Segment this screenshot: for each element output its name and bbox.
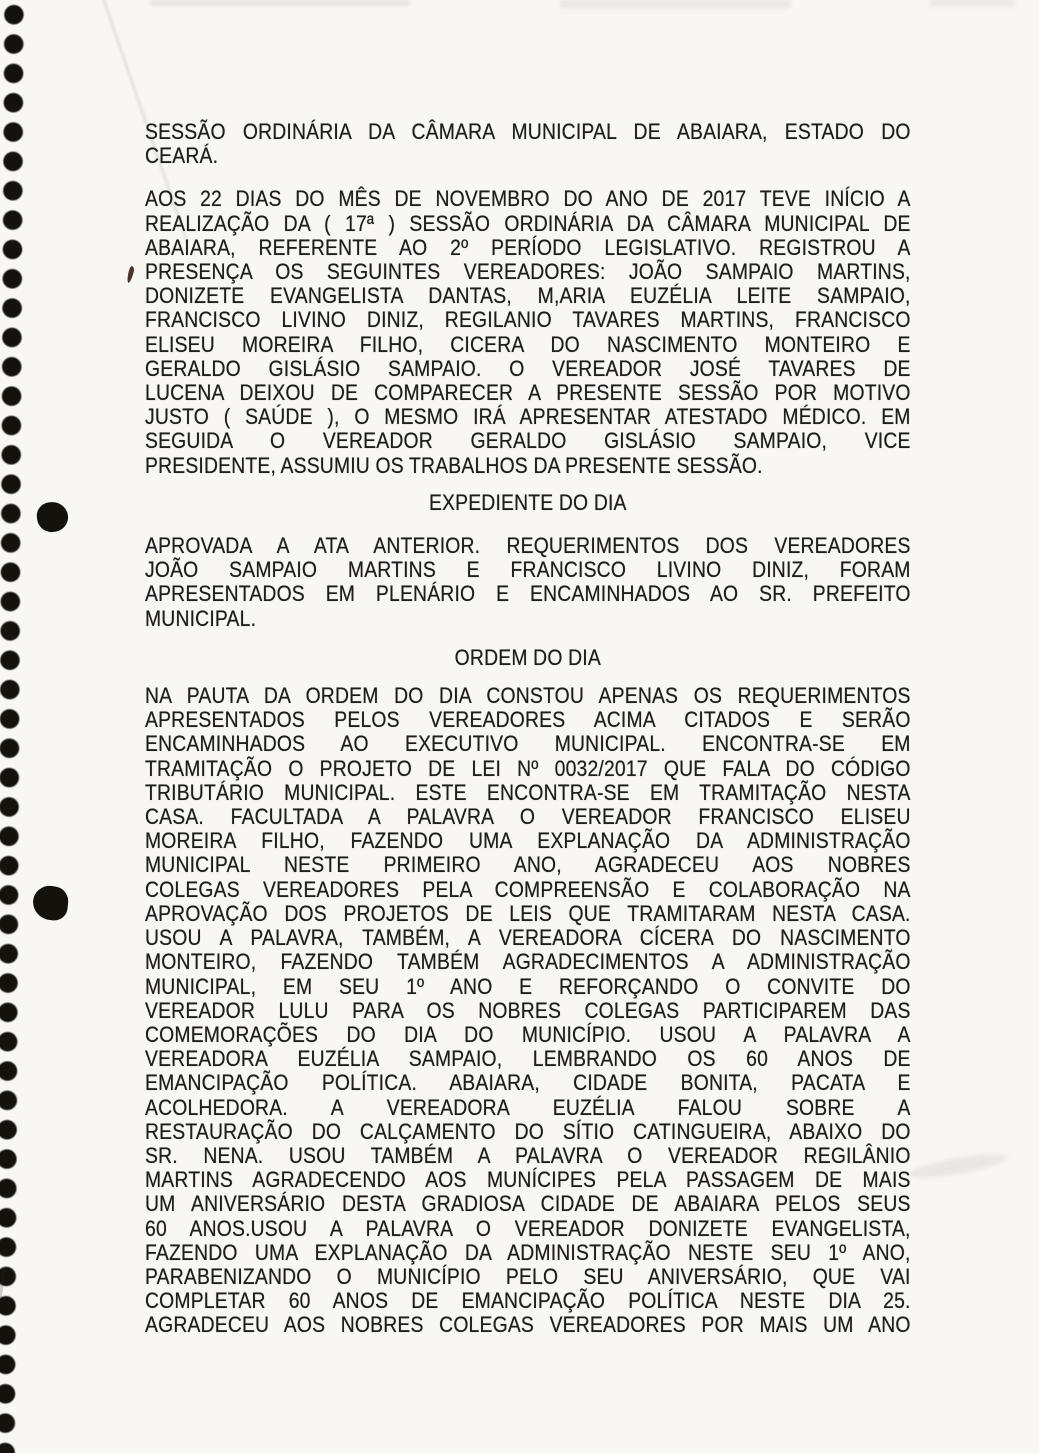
text-line: DONIZETE EVANGELISTA DANTAS, M,ARIA EUZÉLIA LEITE SAMPAIO, (145, 283, 911, 309)
text-line: ENCAMINHADOS AO EXECUTIVO MUNICIPAL. ENCONTRA-SE EM (145, 731, 911, 757)
text-line: FRANCISCO LIVINO DINIZ, REGILANIO TAVARES MARTINS, FRANCISCO (145, 307, 911, 333)
text-line: LUCENA DEIXOU DE COMPARECER A PRESENTE SESSÃO POR MOTIVO (145, 380, 911, 406)
text-line: PRESIDENTE, ASSUMIU OS TRABALHOS DA PRESENTE SESSÃO. (145, 452, 763, 478)
text-line: COMEMORAÇÕES DO DIA DO MUNICÍPIO. USOU A PALAVRA A (145, 1021, 911, 1047)
text-line: APRESENTADOS EM PLENÁRIO E ENCAMINHADOS AO SR. PREFEITO (145, 581, 911, 607)
text-line: NA PAUTA DA ORDEM DO DIA CONSTOU APENAS OS REQUERIMENTOS (145, 683, 911, 709)
text-line: JOÃO SAMPAIO MARTINS E FRANCISCO LIVINO DINIZ, FORAM (145, 557, 911, 583)
text-line: SR. NENA. USOU TAMBÉM A PALAVRA O VEREADOR REGILÂNIO (145, 1142, 911, 1168)
text-line: UM ANIVERSÁRIO DESTA GRADIOSA CIDADE DE ABAIARA PELOS SEUS (145, 1191, 911, 1217)
text-line: TRAMITAÇÃO O PROJETO DE LEI Nº 0032/2017 QUE FALA DO CÓDIGO (145, 755, 911, 781)
text-line: MONTEIRO, FAZENDO TAMBÉM AGRADECIMENTOS A ADMINISTRAÇÃO (145, 949, 911, 975)
ordem-body (145, 684, 911, 1337)
text-line: JUSTO ( SAÚDE ), O MESMO IRÁ APRESENTAR ATESTADO MÉDICO. EM (145, 404, 911, 430)
text-line: COMPLETAR 60 ANOS DE EMANCIPAÇÃO POLÍTICA NESTE DIA 25. (145, 1288, 911, 1314)
text-line: CEARÁ. (145, 143, 219, 169)
text-line: COLEGAS VEREADORES PELA COMPREENSÃO E COLABORAÇÃO NA (145, 876, 911, 902)
text-line: APROVAÇÃO DOS PROJETOS DE LEIS QUE TRAMITARAM NESTA CASA. (145, 900, 911, 926)
text-line: REALIZAÇÃO DA ( 17ª ) SESSÃO ORDINÁRIA DA CÂMARA MUNICIPAL DE (145, 210, 911, 236)
text-line: MUNICIPAL NESTE PRIMEIRO ANO, AGRADECEU AOS NOBRES (145, 852, 911, 878)
text-line: 60 ANOS.USOU A PALAVRA O VEREADOR DONIZETE EVANGELISTA, (145, 1215, 911, 1241)
title (145, 120, 911, 168)
text-line: MOREIRA FILHO, FAZENDO UMA EXPLANAÇÃO DA ADMINISTRAÇÃO (145, 828, 911, 854)
document-text (145, 120, 911, 1338)
text-line: MARTINS AGRADECENDO AOS MUNÍCIPES PELA PASSAGEM DE MAIS (145, 1167, 911, 1193)
text-line: ACOLHEDORA. A VEREADORA EUZÉLIA FALOU SOBRE A (145, 1094, 911, 1120)
scan-noise-streak (930, 0, 1015, 6)
ordem-heading: ORDEM DO DIA (454, 644, 601, 670)
text-line: RESTAURAÇÃO DO CALÇAMENTO DO SÍTIO CATINGUEIRA, ABAIXO DO (145, 1118, 911, 1144)
text-line: AGRADECEU AOS NOBRES COLEGAS VEREADORES POR MAIS UM ANO (145, 1312, 911, 1338)
text-line: EMANCIPAÇÃO POLÍTICA. ABAIARA, CIDADE BONITA, PACATA E (145, 1070, 911, 1096)
session-opening (145, 187, 911, 477)
expediente-heading: EXPEDIENTE DO DIA (428, 489, 627, 515)
scan-noise-streak (150, 0, 410, 6)
text-line: APRESENTADOS PELOS VEREADORES ACIMA CITADOS E SERÃO (145, 707, 911, 733)
text-line: PRESENÇA OS SEGUINTES VEREADORES: JOÃO SAMPAIO MARTINS, (145, 259, 911, 285)
text-line: SEGUIDA O VEREADOR GERALDO GISLÁSIO SAMPAIO, VICE (145, 428, 911, 454)
pen-mark (126, 266, 135, 284)
text-line: SESSÃO ORDINÁRIA DA CÂMARA MUNICIPAL DE ABAIARA, ESTADO DO (145, 119, 911, 144)
text-line: ELISEU MOREIRA FILHO, CICERA DO NASCIMENTO MONTEIRO E (145, 331, 911, 357)
text-line: GERALDO GISLÁSIO SAMPAIO. O VEREADOR JOSÉ TAVARES DE (145, 355, 911, 381)
hole-punch-mark-top (35, 500, 70, 534)
text-line: CASA. FACULTADA A PALAVRA O VEREADOR FRANCISCO ELISEU (145, 804, 911, 830)
text-line: TRIBUTÁRIO MUNICIPAL. ESTE ENCONTRA-SE EM TRAMITAÇÃO NESTA (145, 779, 911, 805)
scan-noise-streak (560, 0, 790, 8)
text-line: APROVADA A ATA ANTERIOR. REQUERIMENTOS DOS VEREADORES (145, 533, 911, 559)
spiral-binding-holes (0, 0, 30, 1453)
text-line: PARABENIZANDO O MUNICÍPIO PELO SEU ANIVERSÁRIO, QUE VAI (145, 1263, 911, 1289)
text-line: ABAIARA, REFERENTE AO 2º PERÍODO LEGISLATIVO. REGISTROU A (145, 234, 911, 260)
text-line: VEREADORA EUZÉLIA SAMPAIO, LEMBRANDO OS 60 ANOS DE (145, 1046, 911, 1072)
text-line: FAZENDO UMA EXPLANAÇÃO DA ADMINISTRAÇÃO NESTE SEU 1º ANO, (145, 1239, 911, 1265)
text-line: VEREADOR LULU PARA OS NOBRES COLEGAS PARTICIPAREM DAS (145, 997, 911, 1023)
text-line: USOU A PALAVRA, TAMBÉM, A VEREADORA CÍCERA DO NASCIMENTO (145, 925, 911, 951)
expediente-body (145, 534, 911, 631)
text-line: MUNICIPAL. (145, 605, 257, 631)
scan-smudge (907, 1149, 1008, 1182)
hole-punch-mark-bottom (31, 884, 69, 921)
text-line: AOS 22 DIAS DO MÊS DE NOVEMBRO DO ANO DE 2017 TEVE INÍCIO A (145, 186, 911, 212)
text-line: MUNICIPAL, EM SEU 1º ANO E REFORÇANDO O CONVITE DO (145, 973, 911, 999)
